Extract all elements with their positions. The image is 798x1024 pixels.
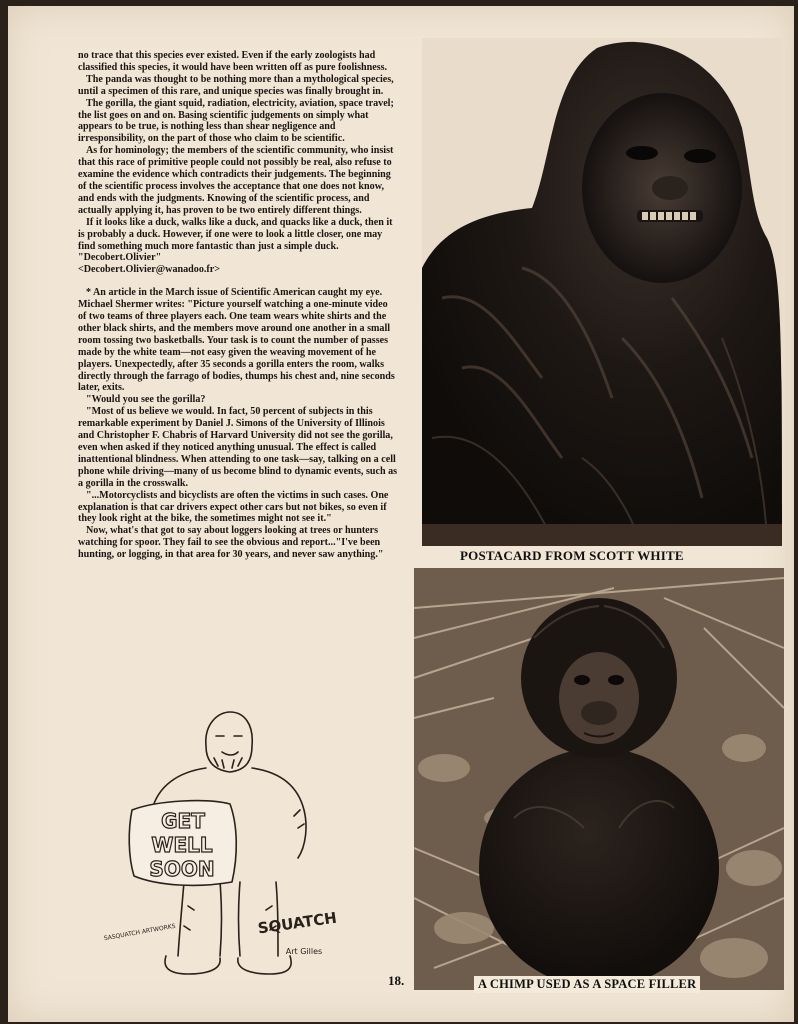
page-number: 18. (388, 973, 405, 988)
article-paragraph: "...Motorcyclists and bicyclists are often the victims in such cases. One explanation is that car drivers expect other cars but not bikes, so even if they look right at the bike, the sometimes might not see it." (78, 489, 389, 525)
article-paragraph: "Most of us believe we would. In fact, 50 percent of subjects in this remarkable experiment by Daniel J. Simons of the University of Illinois and Christopher F. Chabris of Harvard University did not see the gorilla, even when asked if they noticed anything unusual. The effect is called inattentional blindness. When attending to one task—say, talking on a cell phone while driving—many of us become blind to dynamic events, such as a gorilla in the crosswalk. (78, 406, 398, 489)
article-paragraph: * An article in the March issue of Scientific American caught my eye. Michael Shermer writes: "Picture yourself watching a one-minute video of two teams of three players each. One team wears white shirts and the other black shirts, and the members move around one another in a small room tossing two basketballs. Your task is to count the number of passes made by the white team—not easy given the weaving movement of he players. Unexpectedly, after 35 seconds a gorilla enters the room, walks directly through the farrago of bodies, thumps his chest and, nine seconds later, exits. (78, 287, 395, 394)
sign-text-line-2: WELL (151, 833, 213, 857)
sketch-signature-sub: Art Gilles (285, 947, 323, 956)
chimp-photo (414, 568, 784, 990)
sasquatch-get-well-sketch (103, 706, 348, 991)
article-paragraph: As for hominology; the members of the scientific community, who insist that this race of primitive people could not possibly be real, also refuse to examine the evidence which contradicts their judgements. The beginning of the scientific process involves the acceptance that one does not know, and ends with the judgments. Knowing of the scientific process, and actually applying it, has proven to be two entirely different things. (78, 145, 394, 216)
postcard-caption: POSTACARD FROM SCOTT WHITE (460, 548, 684, 563)
bigfoot-photo-image (422, 38, 782, 546)
author-email: <Decobert.Olivier@wanadoo.fr> (78, 264, 220, 276)
article-paragraph: The panda was thought to be nothing more than a mythological species, until a specimen of this rare, and unique species was finally brought in. (78, 73, 394, 97)
chimp-caption: A CHIMP USED AS A SPACE FILLER (474, 976, 700, 993)
sketch-signature: SQUATCH (256, 908, 338, 938)
sketch-stamp: SASQUATCH ARTWORKS (103, 922, 177, 943)
article-paragraph: Now, what's that got to say about loggers looking at trees or hunters watching for spoor. They fail to see the obvious and report..."I've been hunting, or logging, in that area for 30 years, and never saw anything." (78, 525, 384, 561)
article-column (78, 50, 398, 561)
article-paragraph: If it looks like a duck, walks like a duck, and quacks like a duck, then it is probably a duck. However, if one were to look a little closer, one may find something much more fantastic than just a simple duck. "Decobert.Olivier" (78, 216, 393, 264)
sign-text-line-3: SOON (149, 857, 215, 881)
magazine-page (8, 6, 794, 1022)
article-paragraph: "Would you see the gorilla? (86, 394, 206, 406)
article-paragraph: The gorilla, the giant squid, radiation, electricity, aviation, space travel; the list goes on and on. Basing scientific judgements on simply what appears to be true, is nothing less than shear negligence and irresponsibility, on the part of those who claim to be scientific. (78, 97, 394, 145)
chimp-photo-image (414, 568, 784, 990)
article-paragraph: no trace that this species ever existed. Even if the early zoologists had classified this species, it would have been written off as pure foolishness. (78, 50, 388, 73)
sign-text-line-1: GET (161, 809, 205, 833)
bigfoot-postcard-photo (422, 38, 782, 546)
